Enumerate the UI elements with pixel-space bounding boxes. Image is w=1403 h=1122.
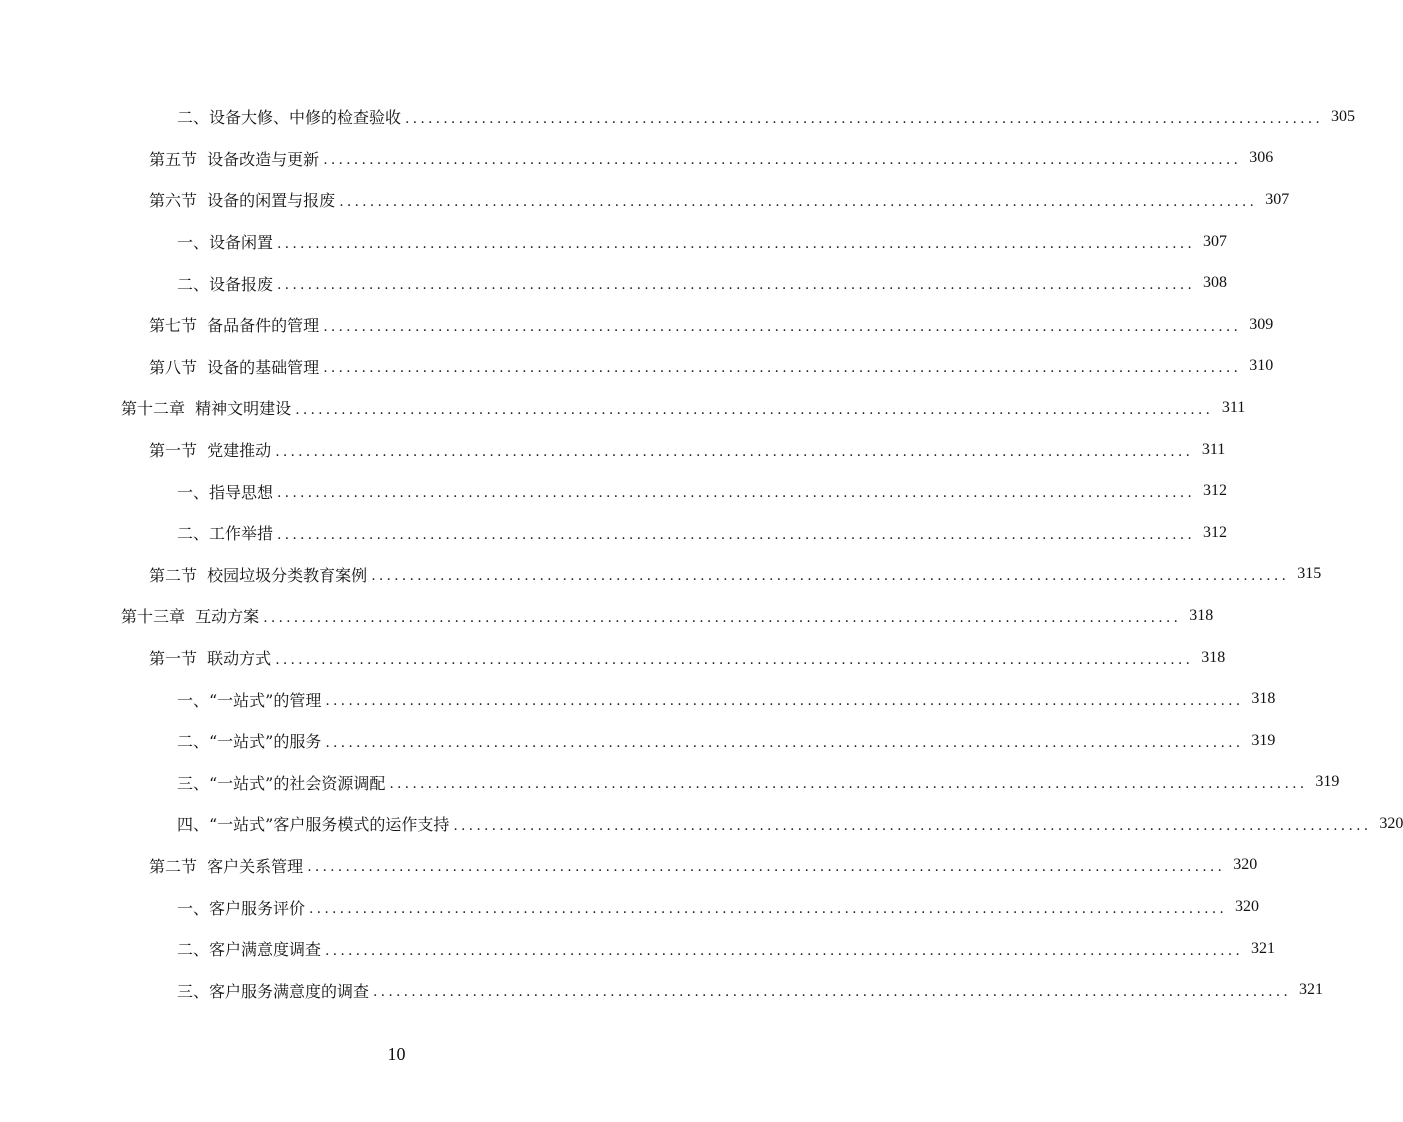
toc-dot-leader: ........................................................................................................................ [325, 734, 1244, 751]
toc-dot-leader: ........................................................................................................................ [275, 651, 1194, 668]
toc-entry-title: 一、客户服务评价 [177, 898, 306, 918]
toc-entry-title: 第一节 联动方式 [149, 649, 272, 669]
toc-entry[interactable] [0, 304, 1274, 346]
toc-entry-page: 308 [1203, 274, 1228, 292]
toc-entry-title: 第二节 校园垃圾分类教育案例 [149, 565, 368, 585]
toc-dot-leader: ........................................................................................................................ [295, 401, 1214, 418]
toc-entry[interactable] [0, 429, 1226, 471]
toc-entry[interactable] [0, 928, 1276, 970]
toc-dot-leader: ........................................................................................................................ [307, 859, 1226, 876]
toc-entry-page: 305 [1331, 107, 1356, 125]
toc-dot-leader: ........................................................................................................................ [325, 942, 1244, 959]
toc-entry[interactable] [0, 179, 1290, 221]
toc-entry-title: 第八节 设备的基础管理 [149, 357, 320, 377]
toc-entry-page: 321 [1299, 981, 1324, 999]
toc-entry-page: 307 [1203, 232, 1228, 250]
toc-entry[interactable] [0, 262, 1228, 304]
toc-entry[interactable] [0, 221, 1228, 263]
toc-entry-title: 一、设备闲置 [177, 233, 274, 253]
toc-entry-page: 309 [1249, 315, 1274, 333]
toc-entry[interactable] [0, 512, 1228, 554]
toc-entry-title: 第七节 备品备件的管理 [149, 316, 320, 336]
toc-entry-page: 307 [1265, 190, 1290, 208]
toc-dot-leader: ........................................................................................................................ [371, 568, 1290, 585]
toc-entry-page: 319 [1251, 731, 1276, 749]
toc-entry-page: 312 [1203, 482, 1228, 500]
toc-entry[interactable] [0, 346, 1274, 388]
toc-entry-page: 312 [1203, 523, 1228, 541]
toc-entry-title: 一、指导思想 [177, 482, 274, 502]
toc-entry-title: 二、设备大修、中修的检查验收 [177, 108, 402, 128]
toc-entry-title: 二、客户满意度调查 [177, 940, 322, 960]
toc-entry[interactable] [0, 637, 1226, 679]
toc-dot-leader: ........................................................................................................................ [275, 443, 1194, 460]
toc-entry[interactable] [0, 470, 1228, 512]
toc-entry-title: 一、“一站式”的管理 [177, 690, 322, 710]
toc-entry-page: 311 [1221, 398, 1246, 416]
toc-dot-leader: ........................................................................................................................ [373, 984, 1292, 1001]
toc-entry[interactable] [0, 720, 1276, 762]
toc-entry-title: 第十三章 互动方案 [121, 607, 260, 627]
toc-entry-title: 四、“一站式”客户服务模式的运作支持 [177, 815, 450, 835]
toc-dot-leader: ........................................................................................................................ [277, 526, 1196, 543]
toc-entry[interactable] [0, 886, 1260, 928]
toc-entry[interactable] [0, 595, 1214, 637]
toc-entry[interactable] [0, 387, 1246, 429]
toc-entry[interactable] [0, 554, 1322, 596]
toc-dot-leader: ........................................................................................................................ [277, 485, 1196, 502]
table-of-contents [0, 96, 1403, 1011]
toc-dot-leader: ........................................................................................................................ [277, 235, 1196, 252]
toc-dot-leader: ........................................................................................................................ [323, 152, 1242, 169]
toc-entry-title: 二、“一站式”的服务 [177, 732, 322, 752]
toc-entry-page: 306 [1249, 149, 1274, 167]
toc-entry-title: 第十二章 精神文明建设 [121, 399, 292, 419]
toc-entry[interactable] [0, 762, 1340, 804]
toc-dot-leader: ........................................................................................................................ [339, 193, 1258, 210]
toc-entry-page: 319 [1315, 773, 1340, 791]
toc-entry-page: 315 [1297, 565, 1322, 583]
toc-entry-title: 第一节 党建推动 [149, 441, 272, 461]
toc-dot-leader: ........................................................................................................................ [263, 609, 1182, 626]
toc-dot-leader: ........................................................................................................................ [323, 318, 1242, 335]
toc-entry-title: 三、客户服务满意度的调查 [177, 981, 370, 1001]
toc-dot-leader: ........................................................................................................................ [453, 817, 1372, 834]
toc-entry-page: 320 [1235, 898, 1260, 916]
toc-entry-page: 318 [1189, 606, 1214, 624]
toc-entry-page: 320 [1233, 856, 1258, 874]
toc-entry-title: 第六节 设备的闲置与报废 [149, 191, 336, 211]
toc-dot-leader: ........................................................................................................................ [323, 360, 1242, 377]
toc-entry-page: 311 [1201, 440, 1226, 458]
toc-entry-title: 三、“一站式”的社会资源调配 [177, 773, 386, 793]
toc-dot-leader: ........................................................................................................................ [405, 110, 1324, 127]
toc-entry-page: 320 [1379, 814, 1403, 832]
toc-dot-leader: ........................................................................................................................ [389, 776, 1308, 793]
toc-dot-leader: ........................................................................................................................ [325, 693, 1244, 710]
toc-entry[interactable] [0, 845, 1258, 887]
toc-entry-title: 二、工作举措 [177, 524, 274, 544]
toc-entry[interactable] [0, 678, 1276, 720]
toc-entry[interactable] [0, 138, 1274, 180]
toc-entry-page: 318 [1251, 690, 1276, 708]
toc-dot-leader: ........................................................................................................................ [277, 277, 1196, 294]
toc-entry-page: 318 [1201, 648, 1226, 666]
toc-entry-title: 第五节 设备改造与更新 [149, 149, 320, 169]
toc-entry-page: 321 [1251, 939, 1276, 957]
toc-entry-page: 310 [1249, 357, 1274, 375]
toc-entry-title: 第二节 客户关系管理 [149, 856, 304, 876]
toc-entry-title: 二、设备报废 [177, 274, 274, 294]
toc-entry[interactable] [0, 969, 1324, 1011]
page-number: 10 [387, 1044, 406, 1064]
toc-entry[interactable] [0, 96, 1356, 138]
toc-dot-leader: ........................................................................................................................ [309, 901, 1228, 918]
toc-entry[interactable] [0, 803, 1403, 845]
